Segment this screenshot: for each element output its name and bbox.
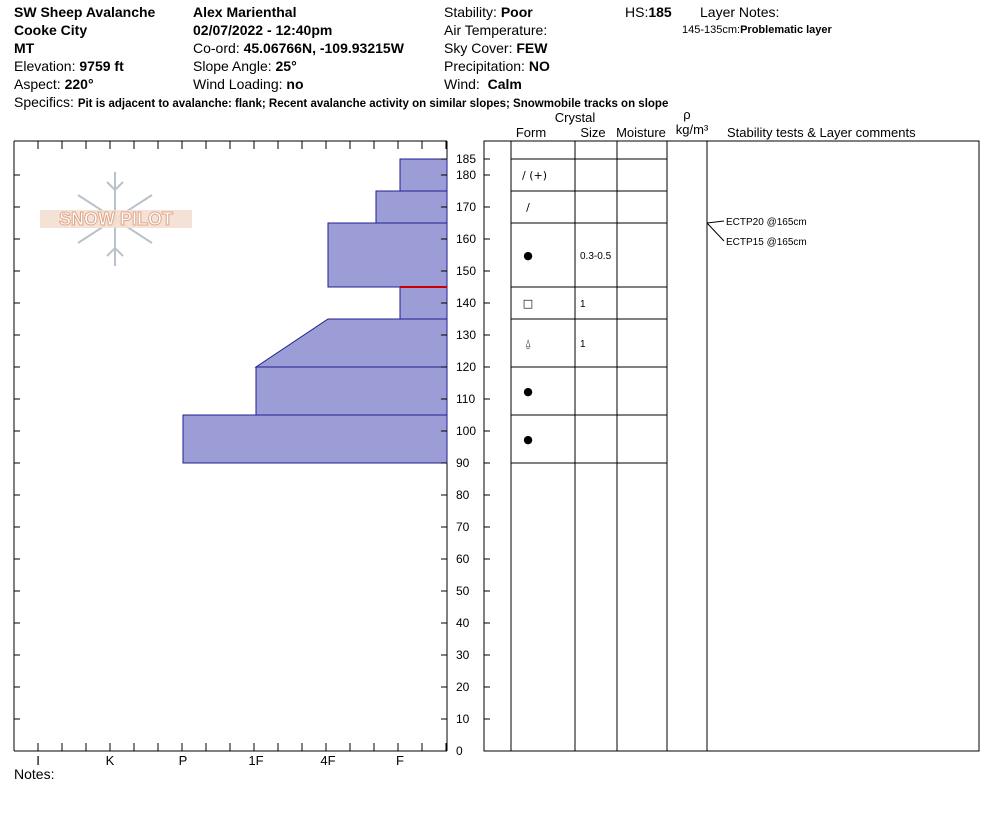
hardness-axis-label: P	[178, 753, 188, 768]
wind-loading-label: Wind Loading:	[193, 76, 283, 92]
snowpilot-logo	[38, 170, 198, 273]
grain-form-symbol: ⍙	[524, 337, 532, 350]
hs-label: HS:	[625, 4, 649, 20]
hardness-axis-label: F	[396, 753, 404, 768]
layer-table-frame	[484, 141, 979, 751]
grain-form-symbol: ●	[523, 433, 533, 446]
height-tick-label: 0	[456, 744, 463, 758]
logo-text: SNOW PILOT	[59, 209, 173, 229]
height-tick-label: 30	[456, 648, 470, 662]
height-tick-label: 10	[456, 712, 470, 726]
height-tick-label: 90	[456, 456, 470, 470]
hardness-bar	[328, 223, 447, 287]
wind-label: Wind:	[444, 76, 480, 92]
height-tick-label: 110	[456, 392, 476, 406]
height-tick-label: 160	[456, 232, 477, 246]
layer-note-range: 145-135cm:	[682, 24, 741, 36]
grain-size-label: 1	[580, 299, 586, 310]
elevation-label: Elevation:	[14, 58, 76, 74]
datetime: 02/07/2022 - 12:40pm	[193, 22, 333, 38]
stability-value: Poor	[500, 4, 533, 20]
grain-size-label: 1	[580, 339, 586, 350]
hardness-bar	[376, 191, 447, 223]
coord-label: Co-ord:	[193, 40, 240, 56]
state-name: MT	[14, 40, 35, 56]
column-header: Stability tests & Layer comments	[727, 125, 916, 140]
stability-test-label: ECTP15 @165cm	[726, 237, 807, 248]
aspect-label: Aspect:	[14, 76, 61, 92]
height-tick-label: 20	[456, 680, 470, 694]
column-header: ρ	[683, 107, 691, 122]
column-header: Moisture	[616, 125, 666, 140]
height-tick-label: 170	[456, 200, 477, 214]
hardness-bar	[400, 159, 447, 191]
elevation-value: 9759 ft	[79, 58, 124, 74]
hardness-bar	[256, 367, 447, 415]
precip-label: Precipitation:	[444, 58, 525, 74]
height-tick-label: 40	[456, 616, 470, 630]
height-tick-label: 140	[456, 296, 477, 310]
specifics-label: Specifics:	[14, 94, 74, 110]
stability-test-label: ECTP20 @165cm	[726, 217, 807, 228]
stability-test-arrow	[707, 223, 724, 241]
height-tick-label: 60	[456, 552, 470, 566]
precip-value: NO	[528, 58, 550, 74]
height-tick-label: 70	[456, 520, 470, 534]
height-tick-label: 130	[456, 328, 477, 342]
hardness-bar	[183, 415, 447, 463]
column-header: kg/m³	[675, 122, 709, 137]
area-name: Cooke City	[14, 22, 88, 38]
air-temp-label: Air Temperature:	[444, 22, 548, 38]
height-tick-label: 50	[456, 584, 470, 598]
slope-value: 25°	[275, 58, 297, 74]
grain-form-symbol: /	[526, 201, 530, 214]
hs-value: 185	[648, 4, 672, 20]
grain-form-symbol: / (+)	[522, 169, 548, 182]
slope-label: Slope Angle:	[193, 58, 272, 74]
column-header: Form	[515, 125, 547, 140]
stability-label: Stability:	[444, 4, 497, 20]
layer-note-text: Problematic layer	[740, 24, 832, 36]
aspect-value: 220°	[64, 76, 94, 92]
column-header: Size	[580, 125, 606, 140]
hardness-axis-label: 1F	[248, 753, 264, 768]
hardness-axis-label: I	[36, 753, 40, 768]
coord-value: 45.06766N, -109.93215W	[243, 40, 404, 56]
height-tick-label: 100	[456, 424, 477, 438]
sky-value: FEW	[516, 40, 548, 56]
height-tick-label: 150	[456, 264, 477, 278]
height-tick-label: 185	[456, 152, 477, 166]
height-tick-label: 120	[456, 360, 477, 374]
location-name: SW Sheep Avalanche	[14, 4, 156, 20]
grain-form-symbol: ●	[523, 385, 533, 398]
notes-label: Notes:	[14, 766, 55, 782]
grain-form-symbol: ●	[523, 249, 533, 262]
column-header: Crystal	[554, 110, 596, 125]
stability-test-arrow	[707, 221, 724, 223]
height-tick-label: 80	[456, 488, 470, 502]
hardness-axis-label: K	[105, 753, 115, 768]
hardness-bar	[256, 319, 447, 367]
layer-notes-label: Layer Notes:	[700, 4, 780, 20]
hardness-bar	[400, 287, 447, 319]
hardness-axis-label: 4F	[320, 753, 336, 768]
wind-value: Calm	[487, 76, 522, 92]
height-tick-label: 180	[456, 168, 477, 182]
specifics-value: Pit is adjacent to avalanche: flank; Recent avalanche activity on similar slopes; Snowmobile tracks on slope	[77, 98, 669, 110]
sky-label: Sky Cover:	[444, 40, 513, 56]
grain-form-symbol: □	[522, 297, 534, 310]
observer-name: Alex Marienthal	[193, 4, 297, 20]
wind-loading-value: no	[286, 76, 304, 92]
grain-size-label: 0.3-0.5	[580, 251, 612, 262]
